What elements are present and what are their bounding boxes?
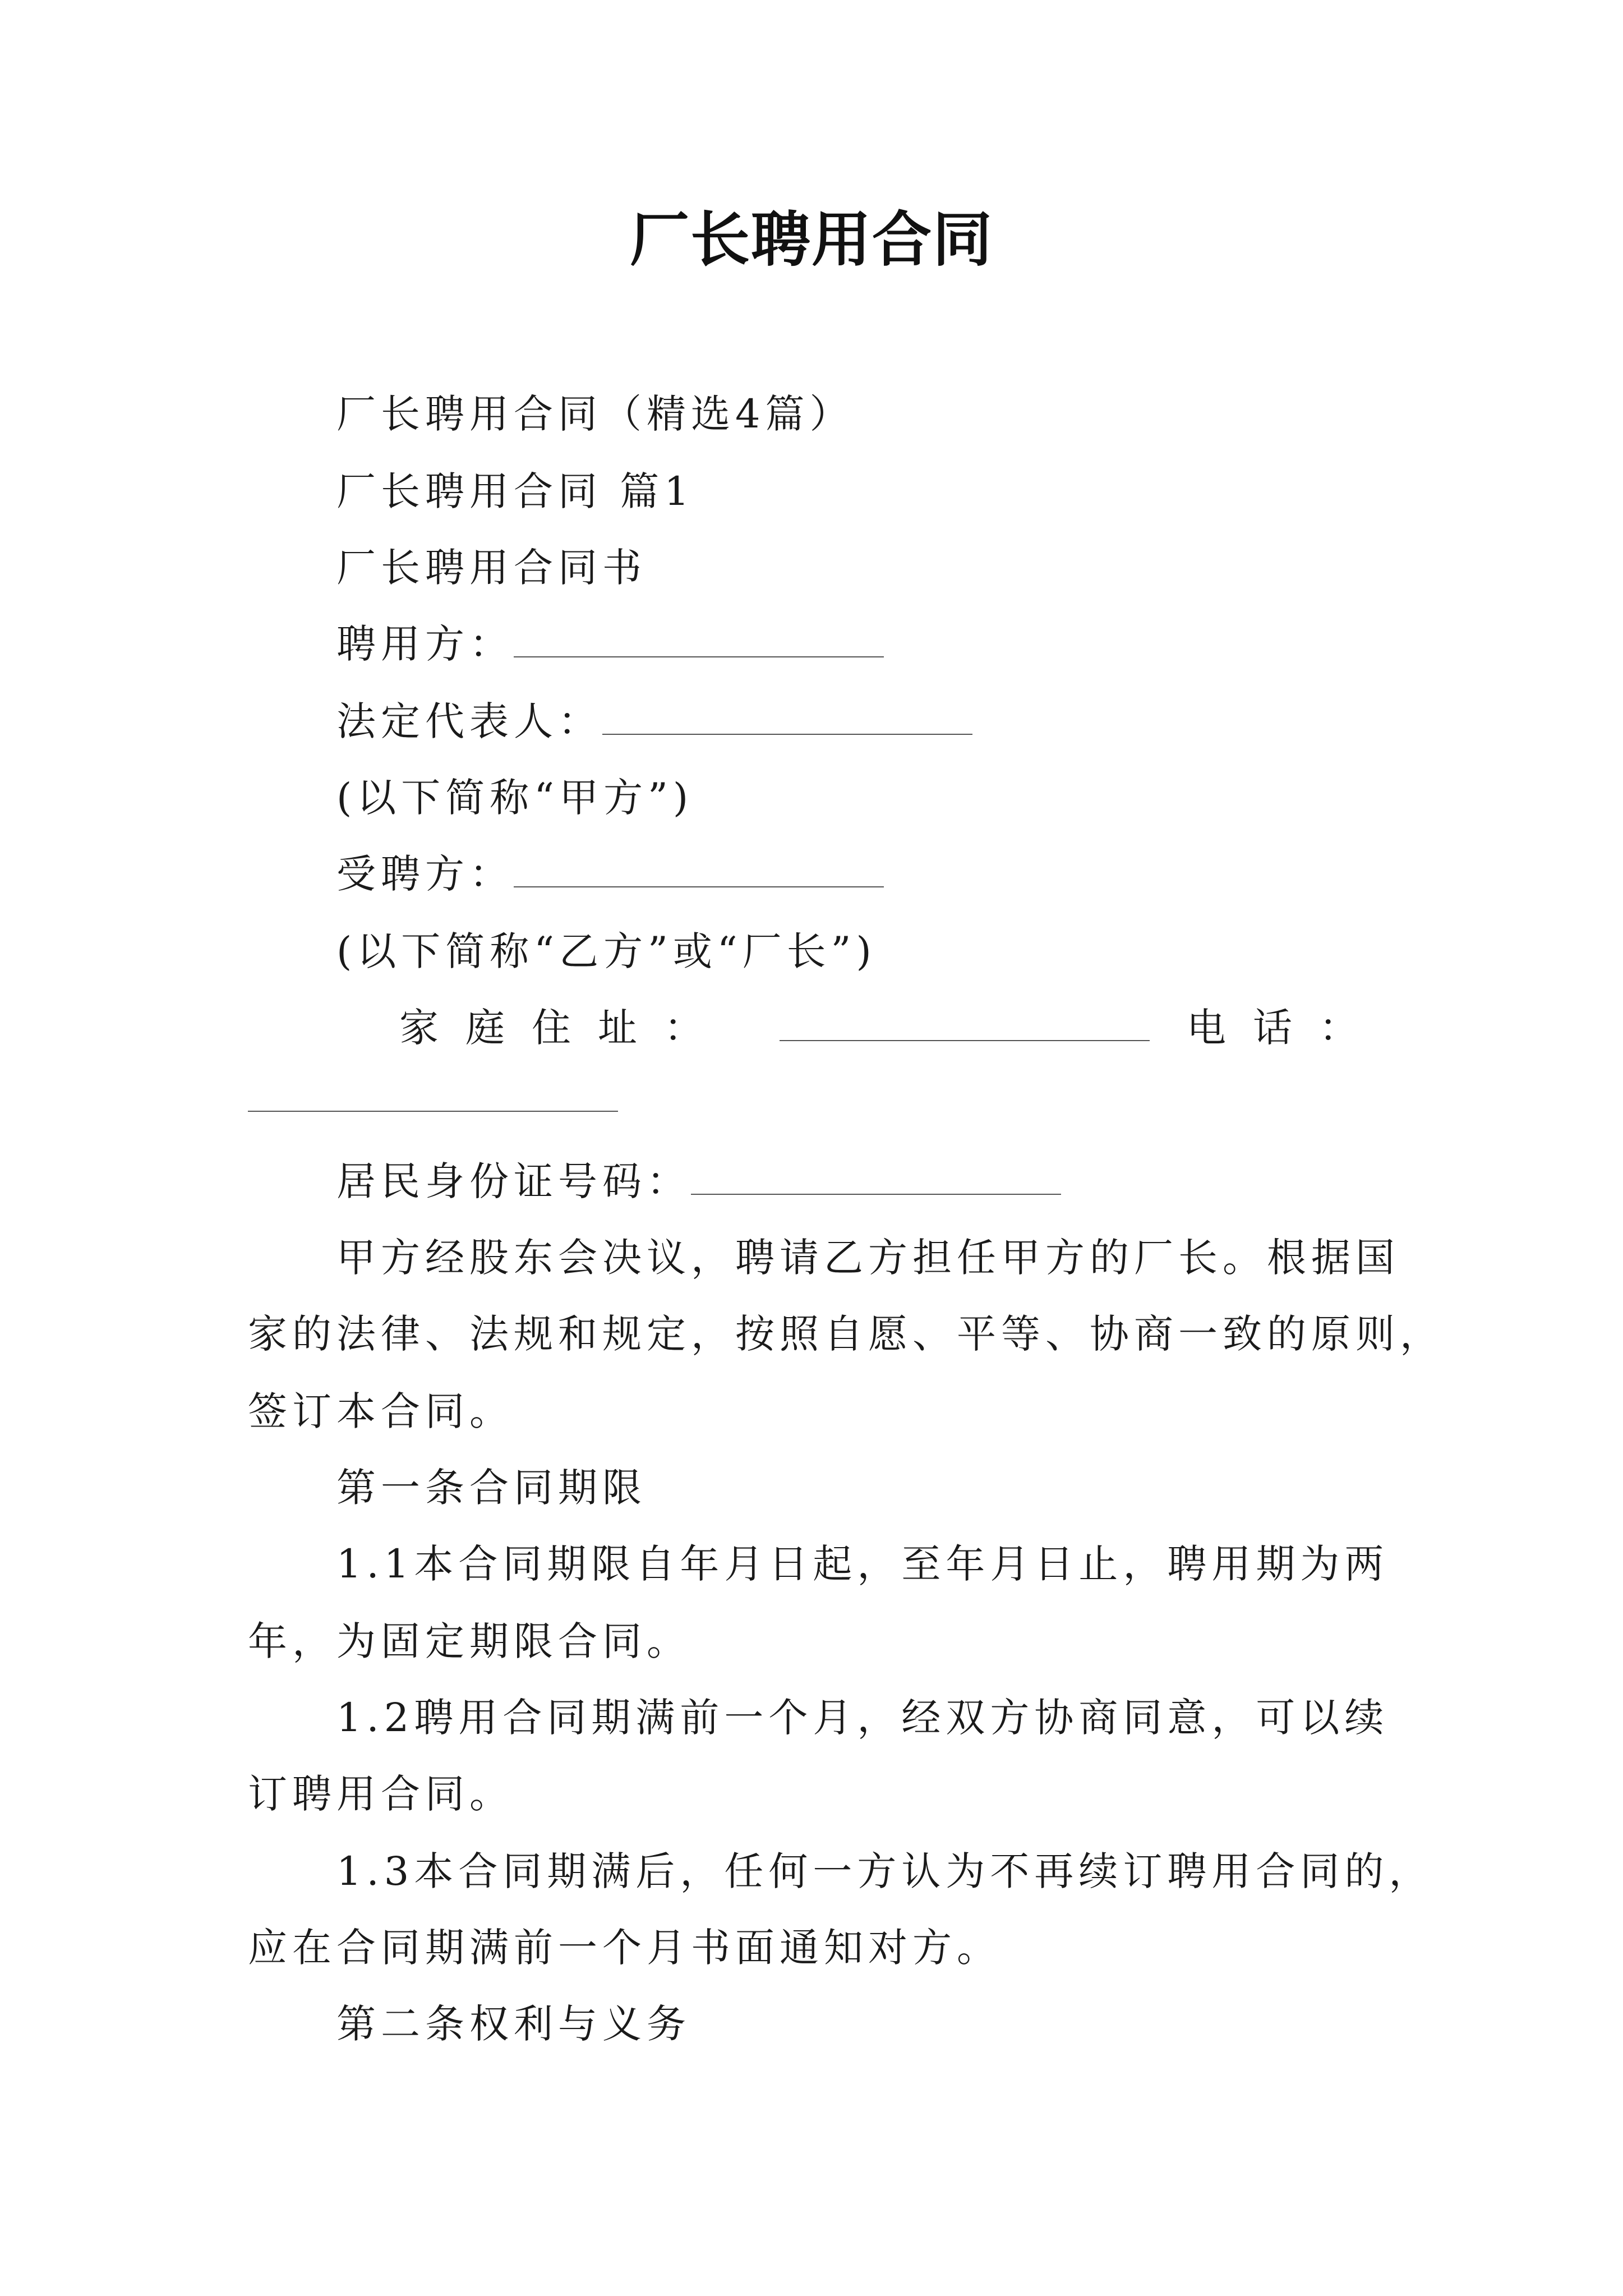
address-label: 家庭住址： (399, 1005, 730, 1051)
document-title: 厂长聘用合同 (630, 205, 993, 274)
address-row (780, 1000, 1150, 1056)
clause-1-2-line-1: 1.2聘用合同期满前一个月，经双方协商同意，可以续 (336, 1695, 1389, 1741)
employer-label: 聘用方： (336, 621, 514, 667)
id-label: 居民身份证号码： (336, 1158, 691, 1204)
employee-row (336, 846, 884, 902)
employer-row (336, 616, 884, 672)
id-row (336, 1153, 1061, 1209)
party-a-note: (以下简称“甲方”) (336, 775, 694, 821)
legal-rep-row (336, 693, 972, 749)
article-1-heading: 第一条合同期限 (336, 1465, 647, 1511)
article-2-heading: 第二条权利与义务 (336, 2001, 691, 2047)
intro-line-3: 签订本合同。 (248, 1388, 514, 1434)
part-heading: 厂长聘用合同 篇1 (336, 468, 694, 514)
contract-name: 厂长聘用合同书 (336, 545, 647, 591)
address-blank[interactable] (780, 1005, 1150, 1041)
clause-1-3-line-1: 1.3本合同期满后，任何一方认为不再续订聘用合同的， (336, 1848, 1433, 1894)
party-b-note: (以下简称“乙方”或“厂长”) (336, 928, 877, 974)
legal-rep-label: 法定代表人： (336, 698, 602, 744)
phone-blank[interactable] (248, 1076, 618, 1112)
clause-1-3-line-2: 应在合同期满前一个月书面通知对方。 (248, 1925, 1001, 1971)
employee-blank[interactable] (514, 852, 884, 887)
clause-1-2-line-2: 订聘用合同。 (248, 1771, 514, 1817)
clause-1-1-line-1: 1.1本合同期限自年月日起，至年月日止，聘用期为两 (336, 1541, 1389, 1587)
intro-line-1: 甲方经股东会决议，聘请乙方担任甲方的厂长。根据国 (336, 1235, 1400, 1281)
clause-1-1-line-2: 年，为固定期限合同。 (248, 1618, 691, 1664)
subtitle: 厂长聘用合同（精选4篇） (336, 391, 854, 437)
intro-line-2: 家的法律、法规和规定，按照自愿、平等、协商一致的原则， (248, 1311, 1444, 1357)
id-blank[interactable] (691, 1159, 1061, 1195)
legal-rep-blank[interactable] (602, 699, 972, 735)
employee-label: 受聘方： (336, 851, 514, 897)
employer-blank[interactable] (514, 622, 884, 657)
phone-label: 电话： (1187, 1005, 1385, 1051)
phone-row (248, 1070, 618, 1126)
